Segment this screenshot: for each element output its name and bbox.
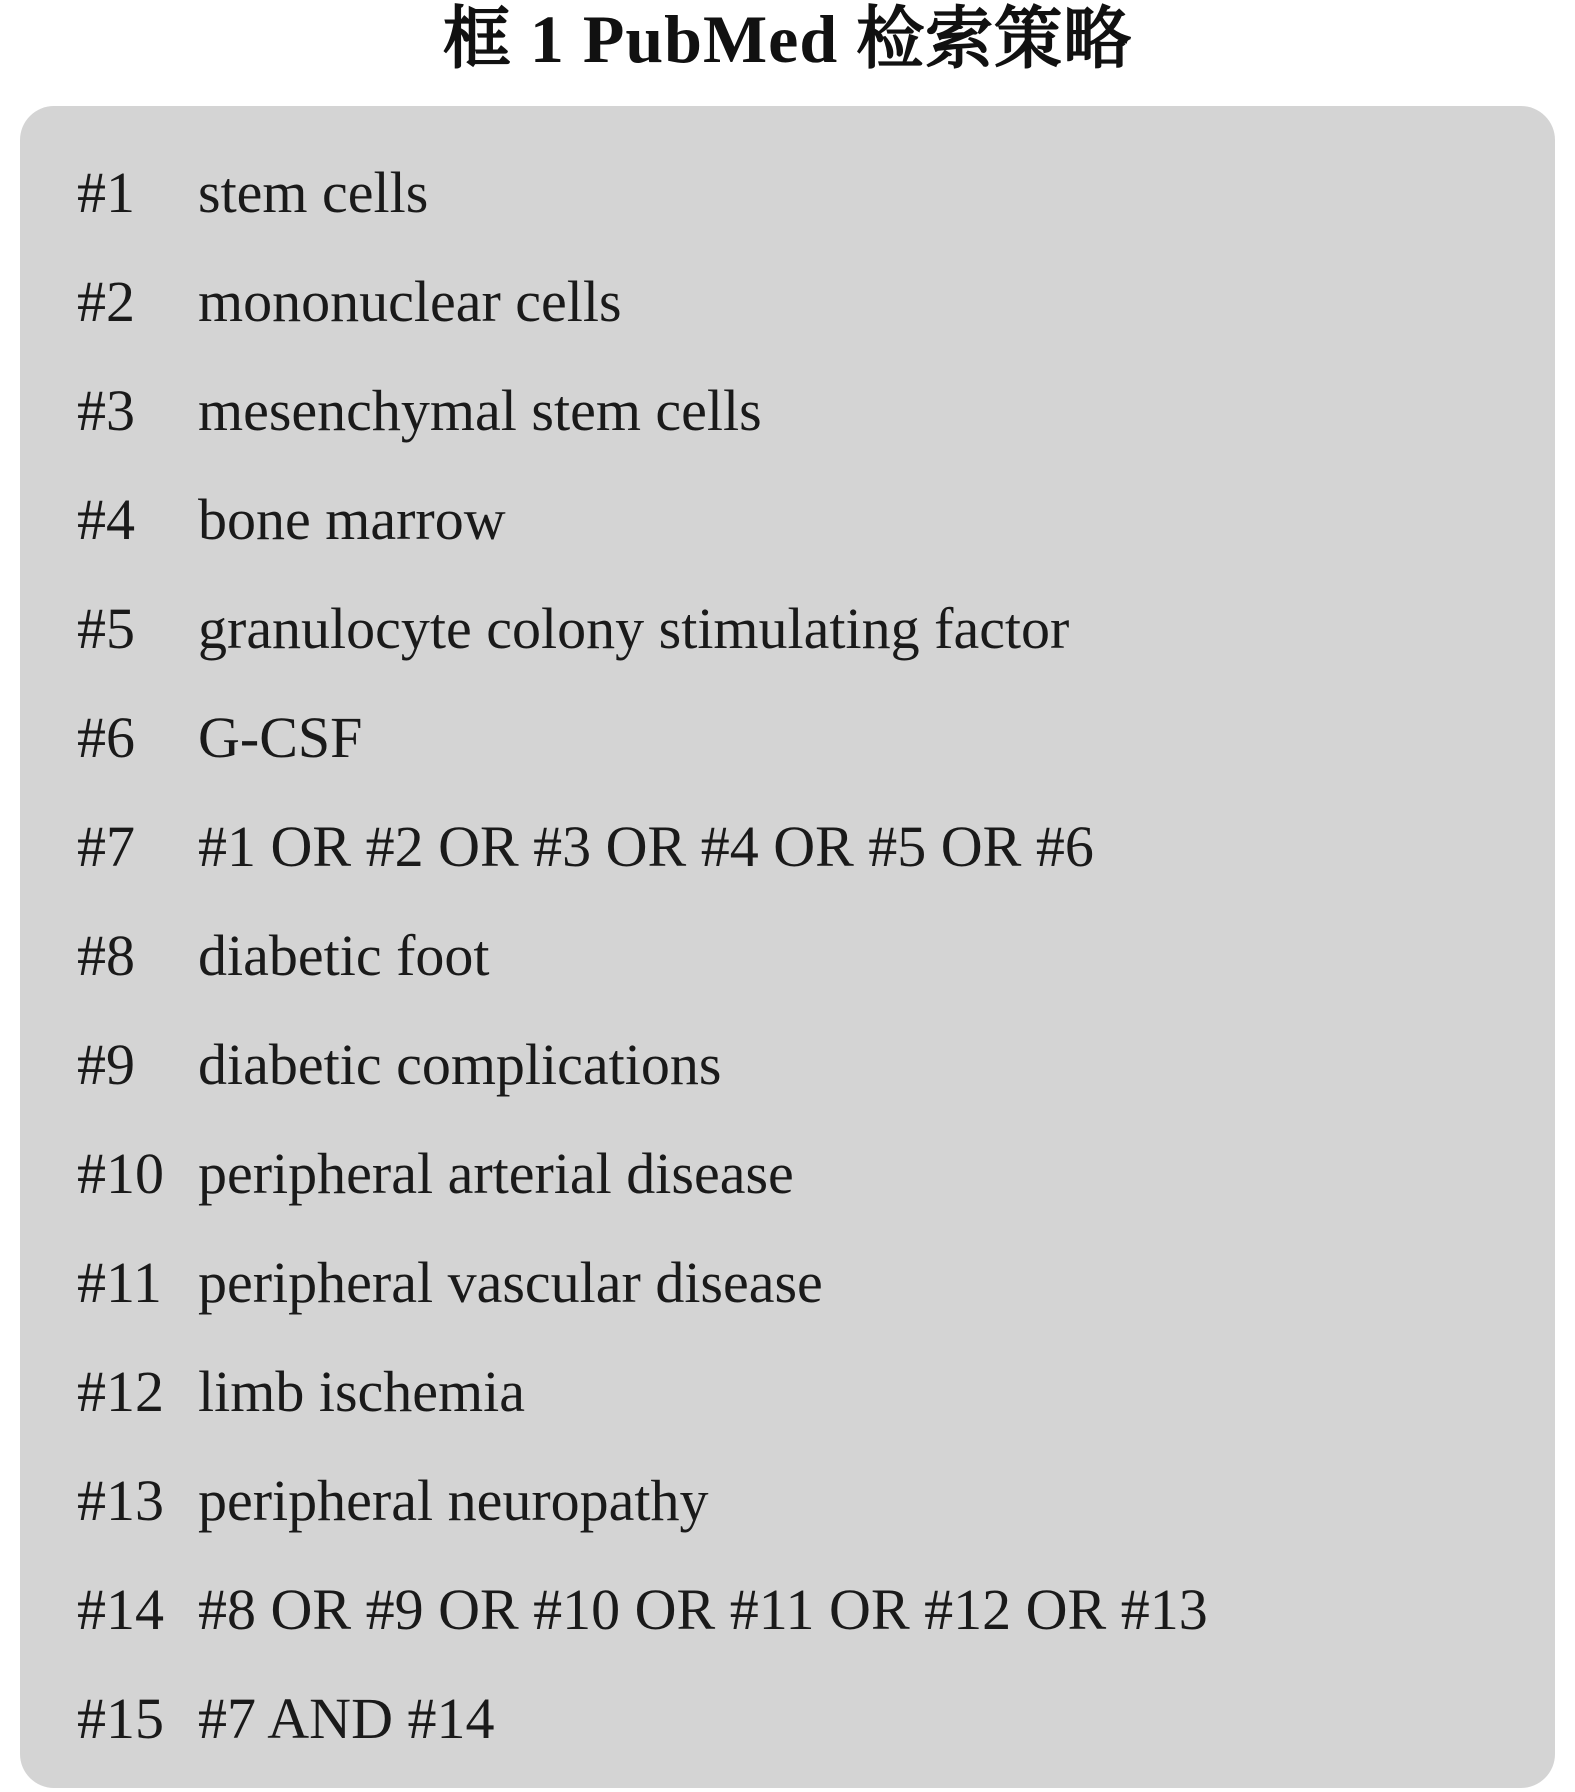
query-number: #2 — [77, 269, 135, 334]
query-row-9 — [20, 1010, 1555, 1119]
query-term: bone marrow — [198, 487, 506, 552]
query-term: #1 OR #2 OR #3 OR #4 OR #5 OR #6 — [198, 814, 1094, 879]
query-number: #7 — [77, 814, 135, 879]
query-term: mesenchymal stem cells — [198, 378, 762, 443]
query-term: G-CSF — [198, 705, 363, 770]
search-query-list — [20, 138, 1555, 1773]
query-term: peripheral vascular disease — [198, 1250, 823, 1315]
query-row-13 — [20, 1446, 1555, 1555]
query-number: #1 — [77, 160, 135, 225]
query-term: limb ischemia — [198, 1359, 525, 1424]
query-row-10 — [20, 1119, 1555, 1228]
query-row-6 — [20, 683, 1555, 792]
query-row-8 — [20, 901, 1555, 1010]
query-number: #9 — [77, 1032, 135, 1097]
query-number: #6 — [77, 705, 135, 770]
query-number: #5 — [77, 596, 135, 661]
query-row-3 — [20, 356, 1555, 465]
box-title: 框 1 PubMed 检索策略 — [442, 1, 1133, 77]
query-term: mononuclear cells — [198, 269, 622, 334]
query-term: diabetic complications — [198, 1032, 722, 1097]
query-term: #7 AND #14 — [198, 1686, 495, 1751]
search-strategy-panel — [20, 106, 1555, 1788]
query-row-7 — [20, 792, 1555, 901]
query-row-5 — [20, 574, 1555, 683]
query-number: #11 — [77, 1250, 162, 1315]
query-row-11 — [20, 1228, 1555, 1337]
query-row-15 — [20, 1664, 1555, 1773]
query-number: #14 — [77, 1577, 164, 1642]
query-number: #13 — [77, 1468, 164, 1533]
query-row-2 — [20, 247, 1555, 356]
query-row-4 — [20, 465, 1555, 574]
query-row-14 — [20, 1555, 1555, 1664]
query-number: #4 — [77, 487, 135, 552]
query-term: granulocyte colony stimulating factor — [198, 596, 1070, 661]
query-number: #8 — [77, 923, 135, 988]
query-number: #12 — [77, 1359, 164, 1424]
query-term: stem cells — [198, 160, 429, 225]
query-number: #3 — [77, 378, 135, 443]
query-row-1 — [20, 138, 1555, 247]
query-term: peripheral neuropathy — [198, 1468, 709, 1533]
query-term: peripheral arterial disease — [198, 1141, 794, 1206]
query-term: #8 OR #9 OR #10 OR #11 OR #12 OR #13 — [198, 1577, 1208, 1642]
query-term: diabetic foot — [198, 923, 490, 988]
query-number: #15 — [77, 1686, 164, 1751]
query-row-12 — [20, 1337, 1555, 1446]
query-number: #10 — [77, 1141, 164, 1206]
